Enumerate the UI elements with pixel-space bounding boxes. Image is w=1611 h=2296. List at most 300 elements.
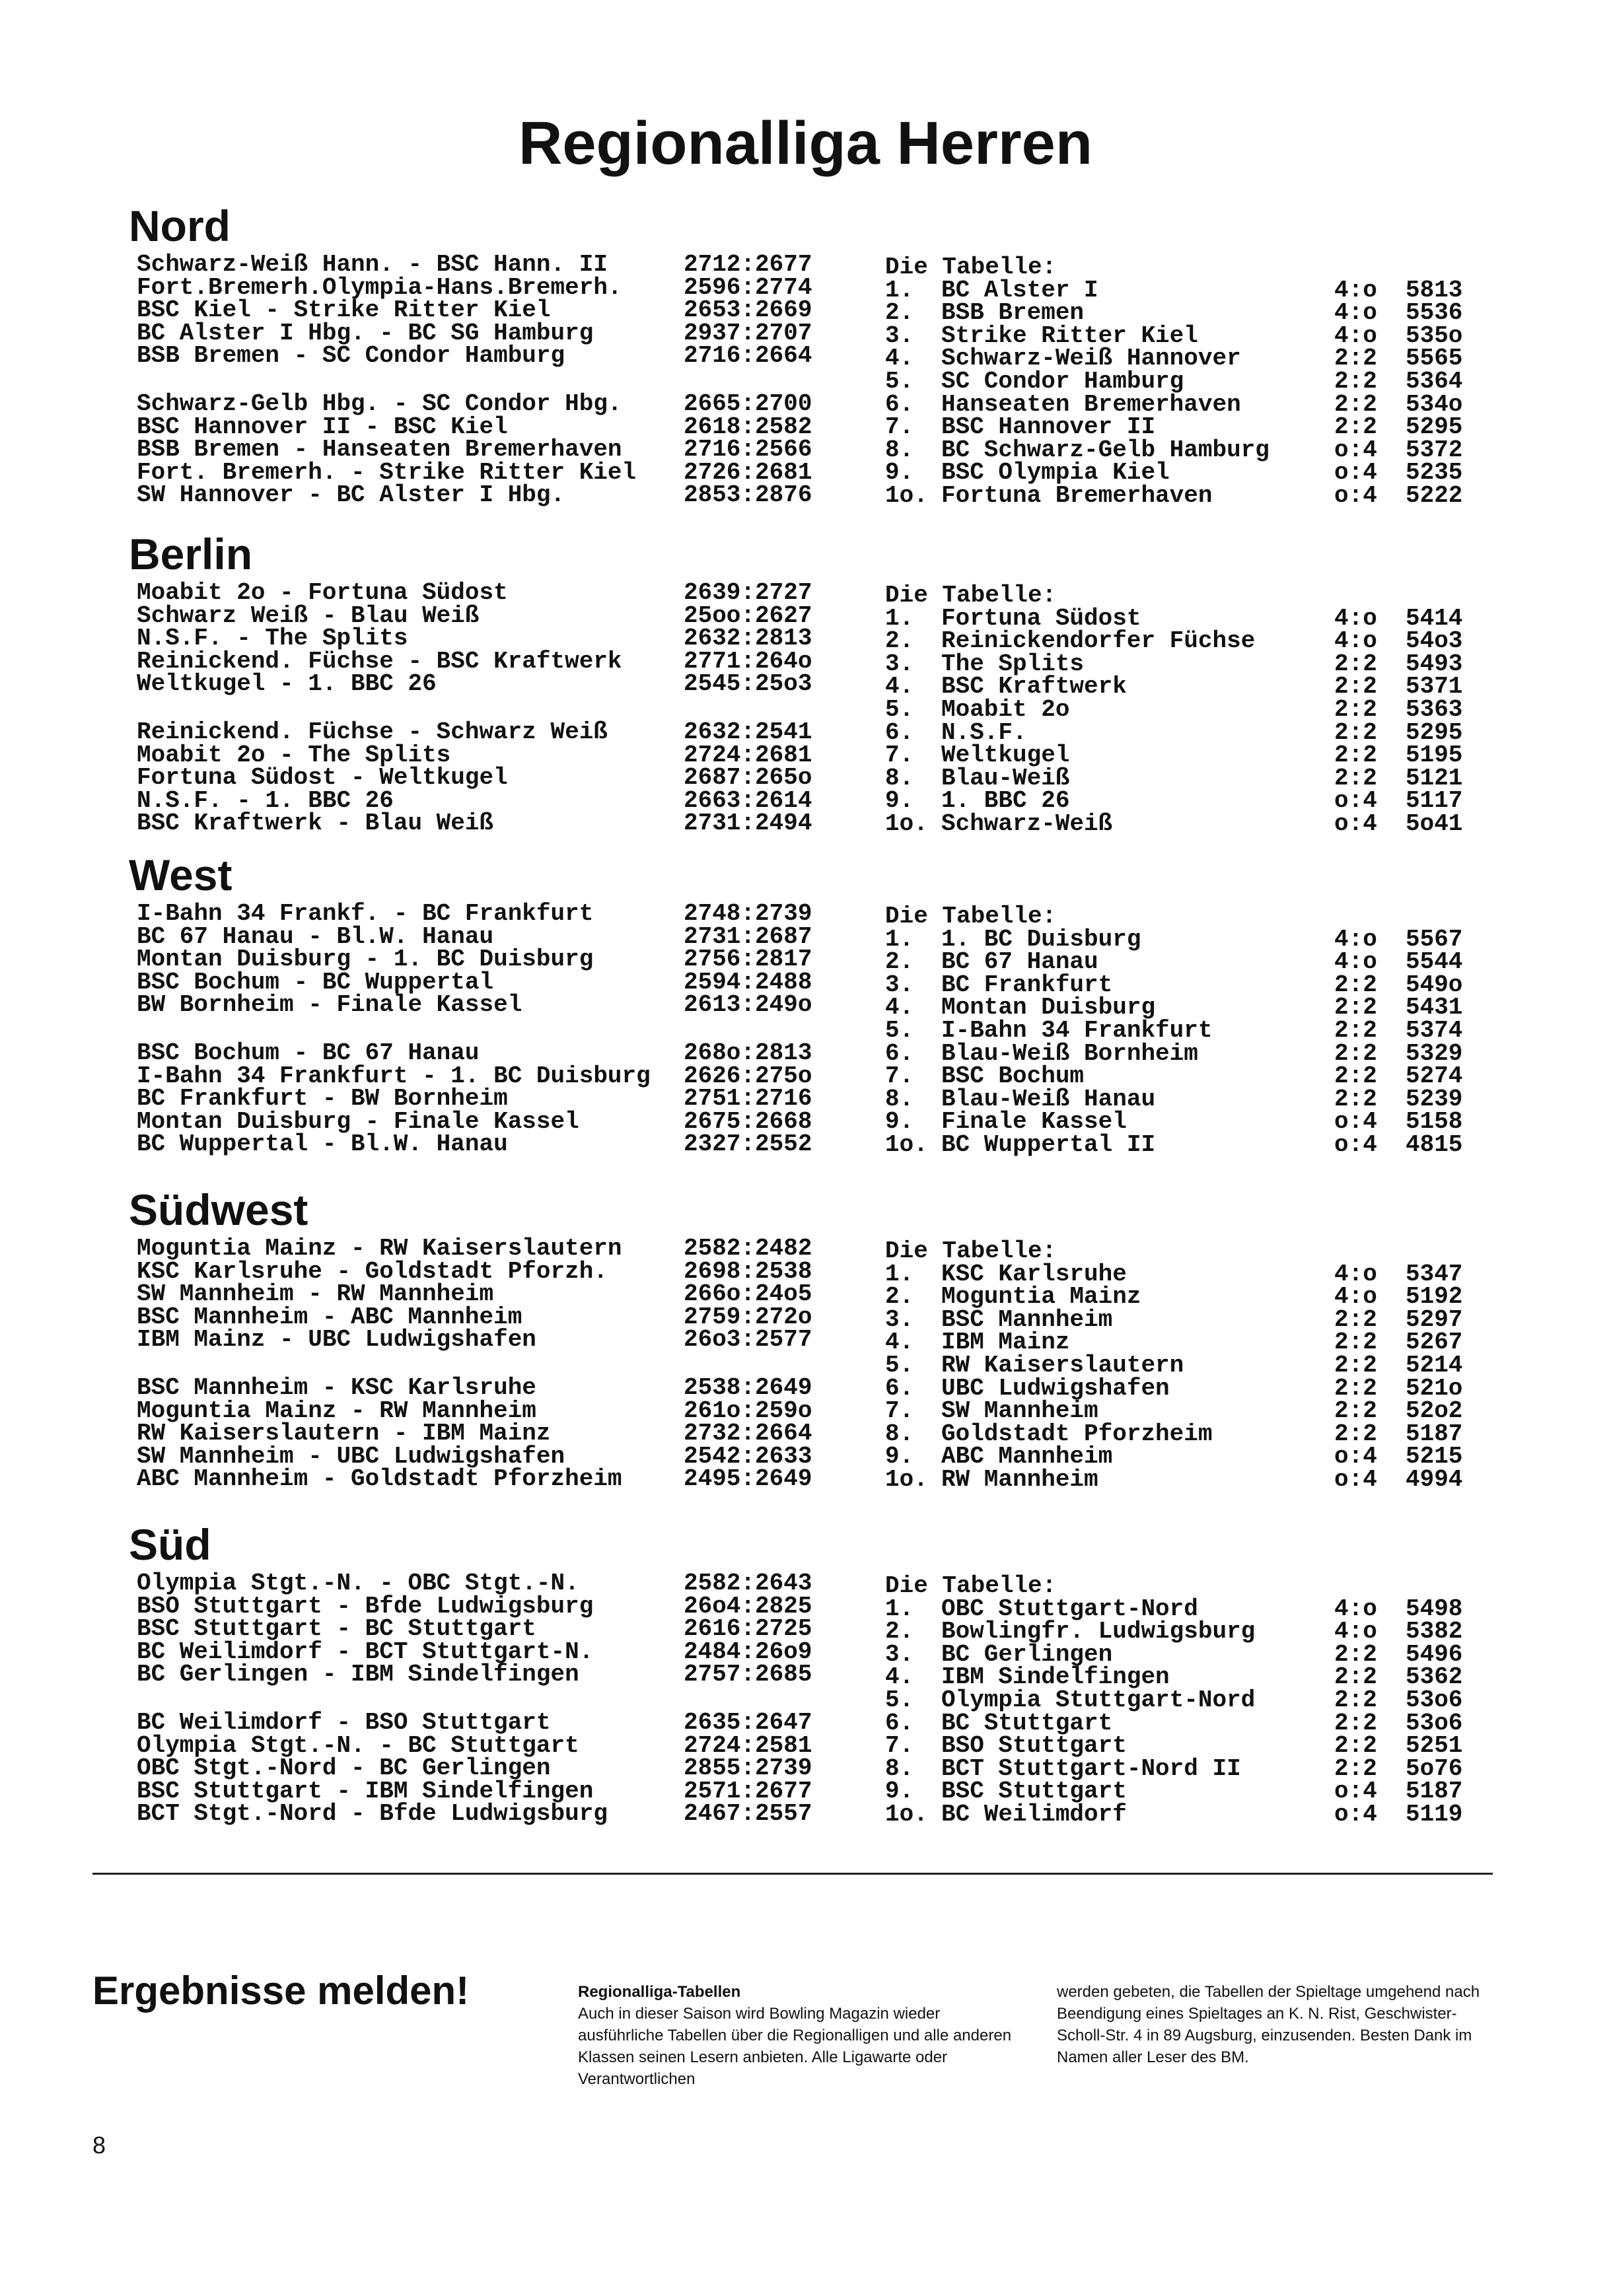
standings-pins: 5431: [1406, 994, 1463, 1022]
standings-team: 1. BC Duisburg: [941, 925, 1141, 953]
match-row: [129, 1615, 987, 1643]
standings-points: 2:2: [1334, 1640, 1377, 1668]
match-teams: BSC Hannover II - BSC Kiel: [137, 413, 508, 440]
standings-row: [885, 1305, 1483, 1333]
standings-points: 2:2: [1334, 1732, 1377, 1760]
region-title: Südwest: [129, 1185, 308, 1234]
standings-team: BSC Bochum: [941, 1062, 1085, 1090]
match-score: 2724:2681: [684, 741, 812, 769]
match-row: [129, 273, 987, 304]
standings-points: 2:2: [1334, 413, 1377, 441]
standings-position: 3.: [885, 971, 914, 998]
standings-row: [885, 744, 1483, 767]
standings-row: [885, 1260, 1483, 1288]
standings-pins: 5117: [1406, 787, 1463, 815]
standings-team: IBM Mainz: [941, 1329, 1070, 1356]
standings-header: Die Tabelle:: [885, 582, 1057, 609]
standings-position: 5.: [885, 695, 914, 723]
match-teams: Reinickend. Füchse - Schwarz Weiß: [137, 718, 608, 746]
standings-position: 6.: [885, 1709, 914, 1737]
standings-position: 1.: [885, 925, 914, 953]
standings-position: 4.: [885, 994, 914, 1022]
standings-team: Bowlingfr. Ludwigsburg: [941, 1618, 1256, 1646]
standings-team: BSC Stuttgart: [941, 1778, 1127, 1805]
region-sued: [129, 1517, 1483, 1863]
standings-row: [885, 1465, 1483, 1493]
standings-position: 4.: [885, 345, 914, 372]
standings-row: [885, 1108, 1483, 1136]
standings-position: 2.: [885, 1618, 914, 1646]
standings-team: Weltkugel: [941, 742, 1070, 769]
match-score: 2582:2482: [684, 1235, 812, 1262]
match-row: [129, 296, 987, 324]
standings-points: 2:2: [1334, 1329, 1377, 1356]
standings-pins: 5274: [1406, 1062, 1463, 1090]
standings-pins: 5536: [1406, 299, 1463, 327]
match-score: 2467:2557: [684, 1800, 812, 1828]
standings-position: 9.: [885, 1108, 914, 1136]
match-teams: Moguntia Mainz - RW Kaiserslautern: [137, 1235, 622, 1262]
standings-row: [885, 787, 1483, 815]
match-list: [129, 900, 987, 1158]
standings-position: 5.: [885, 1686, 914, 1714]
standings-pins: 5414: [1406, 604, 1463, 632]
standings-position: 3.: [885, 322, 914, 349]
standings-position: 1o.: [885, 1131, 928, 1158]
standings-team: Fortuna Südost: [941, 604, 1141, 632]
standings-points: 2:2: [1334, 367, 1377, 395]
match-row: [129, 786, 987, 815]
standings-position: 7.: [885, 742, 914, 769]
standings-pins: 5329: [1406, 1039, 1463, 1067]
region-title: Nord: [129, 201, 231, 250]
match-row: [129, 1442, 987, 1470]
match-row: [129, 1572, 987, 1595]
standings-row: [885, 481, 1483, 509]
match-score: 2731:2494: [684, 810, 812, 837]
match-row: [129, 1465, 987, 1493]
standings-row: [885, 810, 1483, 837]
standings-team: BSC Hannover II: [941, 413, 1156, 441]
match-teams: BC Alster I Hbg. - BC SG Hamburg: [137, 319, 594, 347]
match-teams: Schwarz-Gelb Hbg. - SC Condor Hbg.: [137, 390, 622, 417]
standings-row: [885, 1595, 1483, 1622]
match-score: 2751:2716: [684, 1085, 812, 1113]
match-teams: ABC Mannheim - Goldstadt Pforzheim: [137, 1465, 622, 1493]
match-row: [129, 1257, 987, 1288]
standings-team: Reinickendorfer Füchse: [941, 627, 1256, 655]
match-score: 25oo:2627: [684, 602, 812, 629]
match-score: 261o:259o: [684, 1397, 812, 1424]
standings-position: 8.: [885, 436, 914, 464]
standings-position: 2.: [885, 1283, 914, 1311]
standings-pins: 5565: [1406, 345, 1463, 372]
match-row: [129, 1326, 987, 1356]
standings-row: [885, 1620, 1483, 1644]
match-score: 2675:2668: [684, 1107, 812, 1135]
standings-team: KSC Karlsruhe: [941, 1260, 1127, 1288]
match-teams: BSB Bremen - SC Condor Hamburg: [137, 342, 565, 370]
match-teams: BC Weilimdorf - BCT Stuttgart-N.: [137, 1638, 594, 1665]
standings-team: Strike Ritter Kiel: [941, 322, 1198, 349]
standings-team: IBM Sindelfingen: [941, 1663, 1170, 1691]
standings-pins: 5498: [1406, 1595, 1463, 1622]
standings-points: o:4: [1334, 459, 1377, 487]
standings-row: [885, 718, 1483, 746]
match-teams: N.S.F. - 1. BBC 26: [137, 786, 394, 814]
match-row: [129, 670, 987, 698]
standings-pins: 5187: [1406, 1420, 1463, 1447]
footer-heading: Ergebnisse melden!: [92, 1968, 470, 2013]
match-list: [129, 579, 987, 837]
standings-row: [885, 347, 1483, 370]
match-teams: N.S.F. - The Splits: [137, 625, 408, 652]
standings-position: 6.: [885, 718, 914, 746]
standings-team: BSB Bremen: [941, 299, 1085, 327]
match-row: [129, 1085, 987, 1113]
standings-row: [885, 1397, 1483, 1425]
standings-points: o:4: [1334, 1131, 1377, 1158]
footer-subheading: Regionalliga-Tabellen: [578, 1983, 741, 2001]
match-row: [129, 1133, 987, 1156]
match-row: [129, 764, 987, 792]
standings-row: [885, 673, 1483, 701]
standings-points: 4:o: [1334, 925, 1377, 953]
standings-row: [885, 764, 1483, 792]
standings-points: 2:2: [1334, 1085, 1377, 1113]
match-score: 2616:2725: [684, 1615, 812, 1643]
standings-row: [885, 1039, 1483, 1067]
standings-team: BSO Stuttgart: [941, 1732, 1127, 1760]
standings-points: 4:o: [1334, 604, 1377, 632]
standings-points: 2:2: [1334, 1351, 1377, 1379]
standings-team: Hanseaten Bremerhaven: [941, 390, 1241, 418]
match-score: 26o3:2577: [684, 1326, 812, 1354]
standings-team: ABC Mannheim: [941, 1443, 1113, 1471]
standings-team: BSC Mannheim: [941, 1305, 1113, 1333]
standings-row: [885, 1016, 1483, 1044]
standings-pins: 5544: [1406, 948, 1463, 976]
match-teams: I-Bahn 34 Frankfurt - 1. BC Duisburg: [137, 1062, 651, 1090]
standings-team: BC Schwarz-Gelb Hamburg: [941, 436, 1270, 464]
standings-position: 5.: [885, 1016, 914, 1044]
standings-position: 3.: [885, 1305, 914, 1333]
standings-pins: 5567: [1406, 925, 1463, 953]
match-row: [129, 948, 987, 971]
standings-row: [885, 1663, 1483, 1691]
match-row: [129, 1757, 987, 1780]
standings-position: 7.: [885, 1732, 914, 1760]
match-row: [129, 1777, 987, 1805]
match-score: 2596:2774: [684, 273, 812, 301]
standings-row: [885, 413, 1483, 441]
standings-points: 4:o: [1334, 627, 1377, 655]
match-score: 2594:2488: [684, 968, 812, 996]
standings-pins: 5251: [1406, 1732, 1463, 1760]
standings-points: 2:2: [1334, 1039, 1377, 1067]
standings-pins: 5297: [1406, 1305, 1463, 1333]
match-teams: Moguntia Mainz - RW Mannheim: [137, 1397, 536, 1424]
standings-pins: 521o: [1406, 1374, 1463, 1402]
standings-table: [885, 905, 1483, 1157]
match-score: 2716:2566: [684, 436, 812, 464]
standings-row: [885, 276, 1483, 304]
standings-pins: 5371: [1406, 673, 1463, 701]
standings-points: 2:2: [1334, 1374, 1377, 1402]
standings-header: Die Tabelle:: [885, 254, 1057, 281]
standings-pins: 5121: [1406, 764, 1463, 792]
page-number: 8: [92, 2132, 106, 2159]
standings-pins: 535o: [1406, 322, 1463, 349]
match-row: [129, 1397, 987, 1425]
standings-position: 8.: [885, 1420, 914, 1447]
region-suedwest: [129, 1182, 1483, 1528]
match-score: 2726:2681: [684, 458, 812, 486]
standings-points: 2:2: [1334, 1062, 1377, 1090]
standings-pins: 5382: [1406, 1618, 1463, 1646]
match-teams: BC 67 Hanau - Bl.W. Hanau: [137, 922, 494, 950]
match-teams: BSC Kraftwerk - Blau Weiß: [137, 810, 494, 837]
match-row: [129, 319, 987, 347]
standings-team: SW Mannheim: [941, 1397, 1098, 1425]
standings-points: o:4: [1334, 1465, 1377, 1493]
standings-pins: 5239: [1406, 1085, 1463, 1113]
standings-team: Olympia Stuttgart-Nord: [941, 1686, 1256, 1714]
standings-points: 2:2: [1334, 742, 1377, 769]
standings-position: 4.: [885, 1663, 914, 1691]
standings-points: 2:2: [1334, 1420, 1377, 1447]
match-teams: Moabit 2o - Fortuna Südost: [137, 579, 508, 606]
standings-team: Schwarz-Weiß: [941, 810, 1113, 837]
standings-table: [885, 1237, 1483, 1493]
match-teams: BSC Stuttgart - IBM Sindelfingen: [137, 1777, 594, 1805]
standings-pins: 5267: [1406, 1329, 1463, 1356]
standings-position: 1o.: [885, 1800, 928, 1828]
match-score: 2613:249o: [684, 991, 812, 1019]
standings-row: [885, 925, 1483, 953]
standings-team: Fortuna Bremerhaven: [941, 481, 1213, 509]
region-nord: [129, 198, 1483, 544]
match-teams: Montan Duisburg - Finale Kassel: [137, 1107, 579, 1135]
standings-pins: 5496: [1406, 1640, 1463, 1668]
standings-position: 7.: [885, 1062, 914, 1090]
standings-position: 5.: [885, 367, 914, 395]
standings-table: [885, 256, 1483, 508]
standings-team: OBC Stuttgart-Nord: [941, 1595, 1198, 1622]
standings-row: [885, 1283, 1483, 1311]
match-score: 2632:2813: [684, 625, 812, 652]
match-score: 2626:275o: [684, 1062, 812, 1090]
standings-row: [885, 1351, 1483, 1379]
match-teams: BCT Stgt.-Nord - Bfde Ludwigsburg: [137, 1800, 608, 1828]
standings-pins: 5o41: [1406, 810, 1463, 837]
standings-points: o:4: [1334, 810, 1377, 837]
match-teams: BSC Bochum - BC 67 Hanau: [137, 1039, 480, 1066]
standings-team: 1. BBC 26: [941, 787, 1070, 815]
standings-points: 2:2: [1334, 1709, 1377, 1737]
region-title: Berlin: [129, 530, 253, 578]
match-score: 2571:2677: [684, 1777, 812, 1805]
match-teams: BC Frankfurt - BW Bornheim: [137, 1085, 508, 1113]
match-teams: BSO Stuttgart - Bfde Ludwigsburg: [137, 1592, 594, 1620]
match-teams: OBC Stgt.-Nord - BC Gerlingen: [137, 1755, 551, 1782]
standings-points: 2:2: [1334, 1016, 1377, 1044]
match-score: 2732:2664: [684, 1420, 812, 1447]
match-teams: BSC Stuttgart - BC Stuttgart: [137, 1615, 536, 1643]
match-score: 2327:2552: [684, 1131, 812, 1158]
region-berlin: [129, 526, 1483, 872]
match-score: 2639:2727: [684, 579, 812, 606]
standings-pins: 53o6: [1406, 1709, 1463, 1737]
standings-position: 3.: [885, 650, 914, 678]
standings-points: 2:2: [1334, 1755, 1377, 1782]
standings-position: 9.: [885, 787, 914, 815]
match-teams: BC Weilimdorf - BSO Stuttgart: [137, 1708, 551, 1736]
match-row: [129, 602, 987, 629]
standings-team: BC Frankfurt: [941, 971, 1113, 998]
standings-position: 1o.: [885, 810, 928, 837]
standings-points: o:4: [1334, 1800, 1377, 1828]
standings-points: o:4: [1334, 1778, 1377, 1805]
standings-pins: 549o: [1406, 971, 1463, 998]
standings-row: [885, 299, 1483, 327]
standings-team: N.S.F.: [941, 718, 1027, 746]
match-teams: BSB Bremen - Hanseaten Bremerhaven: [137, 436, 622, 464]
standings-position: 9.: [885, 1778, 914, 1805]
standings-pins: 5363: [1406, 695, 1463, 723]
standings-points: 4:o: [1334, 299, 1377, 327]
match-teams: SW Mannheim - RW Mannheim: [137, 1280, 494, 1308]
standings-team: The Splits: [941, 650, 1085, 678]
match-row: [129, 1062, 987, 1090]
standings-pins: 5119: [1406, 1800, 1463, 1828]
standings-team: Montan Duisburg: [941, 994, 1156, 1022]
match-score: 268o:2813: [684, 1039, 812, 1066]
standings-points: 4:o: [1334, 1595, 1377, 1622]
standings-team: Blau-Weiß Bornheim: [941, 1039, 1198, 1067]
standings-pins: 5214: [1406, 1351, 1463, 1379]
standings-team: BCT Stuttgart-Nord II: [941, 1755, 1241, 1782]
match-row: [129, 1107, 987, 1136]
standings-team: RW Kaiserslautern: [941, 1351, 1184, 1379]
standings-pins: 53o6: [1406, 1686, 1463, 1714]
standings-points: 2:2: [1334, 1663, 1377, 1691]
standings-pins: 5813: [1406, 276, 1463, 304]
match-score: 2495:2649: [684, 1465, 812, 1493]
match-score: 2731:2687: [684, 922, 812, 950]
standings-pins: 5195: [1406, 742, 1463, 769]
match-teams: Montan Duisburg - 1. BC Duisburg: [137, 946, 594, 973]
match-row: [129, 1374, 987, 1402]
standings-position: 3.: [885, 1640, 914, 1668]
match-teams: Olympia Stgt.-N. - BC Stuttgart: [137, 1731, 579, 1759]
standings-points: 2:2: [1334, 650, 1377, 678]
match-teams: SW Mannheim - UBC Ludwigshafen: [137, 1442, 565, 1470]
standings-pins: 5362: [1406, 1663, 1463, 1691]
match-row: [129, 922, 987, 950]
standings-team: BC Stuttgart: [941, 1709, 1113, 1737]
standings-position: 1o.: [885, 1465, 928, 1493]
standings-points: 2:2: [1334, 345, 1377, 372]
region-west: [129, 847, 1483, 1193]
match-teams: BSC Bochum - BC Wuppertal: [137, 968, 494, 996]
match-row: [129, 991, 987, 1019]
standings-position: 9.: [885, 459, 914, 487]
match-teams: BSC Mannheim - KSC Karlsruhe: [137, 1374, 536, 1401]
match-row: [129, 1592, 987, 1620]
footer-text-2: werden gebeten, die Tabellen der Spieltage umgehend nach Beendigung eines Spieltages an K. N. Rist, Geschwister-Scholl-Str. 4 in 89 Augsburg, einzusenden. Besten Dank im Namen aller Leser des BM.: [1057, 1983, 1480, 2066]
match-score: 2665:2700: [684, 390, 812, 417]
match-teams: SW Hannover - BC Alster I Hbg.: [137, 481, 565, 509]
standings-row: [885, 1780, 1483, 1803]
match-score: 2757:2685: [684, 1661, 812, 1688]
standings-position: 6.: [885, 1374, 914, 1402]
standings-points: 2:2: [1334, 695, 1377, 723]
match-row: [129, 1708, 987, 1737]
match-score: 2663:2614: [684, 786, 812, 814]
standings-pins: 5372: [1406, 436, 1463, 464]
standings-header: Die Tabelle:: [885, 1237, 1057, 1265]
standings-row: [885, 1640, 1483, 1668]
match-row: [129, 390, 987, 418]
match-score: 2582:2643: [684, 1570, 812, 1597]
match-score: 2716:2664: [684, 342, 812, 370]
standings-position: 1.: [885, 604, 914, 632]
standings-pins: 5o76: [1406, 1755, 1463, 1782]
standings-row: [885, 627, 1483, 655]
match-teams: BW Bornheim - Finale Kassel: [137, 991, 522, 1019]
standings-position: 2.: [885, 627, 914, 655]
match-row: [129, 1280, 987, 1308]
match-row: [129, 458, 987, 487]
standings-position: 7.: [885, 1397, 914, 1425]
standings-row: [885, 436, 1483, 464]
standings-row: [885, 1420, 1483, 1447]
standings-team: BSC Kraftwerk: [941, 673, 1127, 701]
standings-team: RW Mannheim: [941, 1465, 1098, 1493]
match-teams: I-Bahn 34 Frankf. - BC Frankfurt: [137, 900, 594, 927]
match-score: 2632:2541: [684, 718, 812, 746]
match-row: [129, 251, 987, 278]
standings-header: Die Tabelle:: [885, 903, 1057, 930]
match-score: 2712:2677: [684, 251, 812, 278]
standings-pins: 4994: [1406, 1465, 1463, 1493]
standings-position: 5.: [885, 1351, 914, 1379]
match-row: [129, 1303, 987, 1331]
match-score: 2756:2817: [684, 946, 812, 973]
standings-points: 4:o: [1334, 322, 1377, 349]
match-row: [129, 647, 987, 678]
match-score: 2937:2707: [684, 319, 812, 347]
standings-row: [885, 1131, 1483, 1158]
standings-row: [885, 695, 1483, 723]
standings-position: 6.: [885, 390, 914, 418]
standings-row: [885, 1445, 1483, 1469]
match-score: 2698:2538: [684, 1257, 812, 1285]
standings-position: 1.: [885, 1260, 914, 1288]
match-teams: Moabit 2o - The Splits: [137, 741, 451, 769]
standings-team: Blau-Weiß Hanau: [941, 1085, 1156, 1113]
standings-team: Goldstadt Pforzheim: [941, 1420, 1213, 1447]
standings-position: 8.: [885, 1085, 914, 1113]
match-row: [129, 968, 987, 996]
match-score: 2687:265o: [684, 764, 812, 792]
match-teams: Schwarz Weiß - Blau Weiß: [137, 602, 480, 629]
standings-pins: 4815: [1406, 1131, 1463, 1158]
standings-team: BSC Olympia Kiel: [941, 459, 1170, 487]
standings-position: 4.: [885, 1329, 914, 1356]
region-title: Süd: [129, 1520, 211, 1569]
